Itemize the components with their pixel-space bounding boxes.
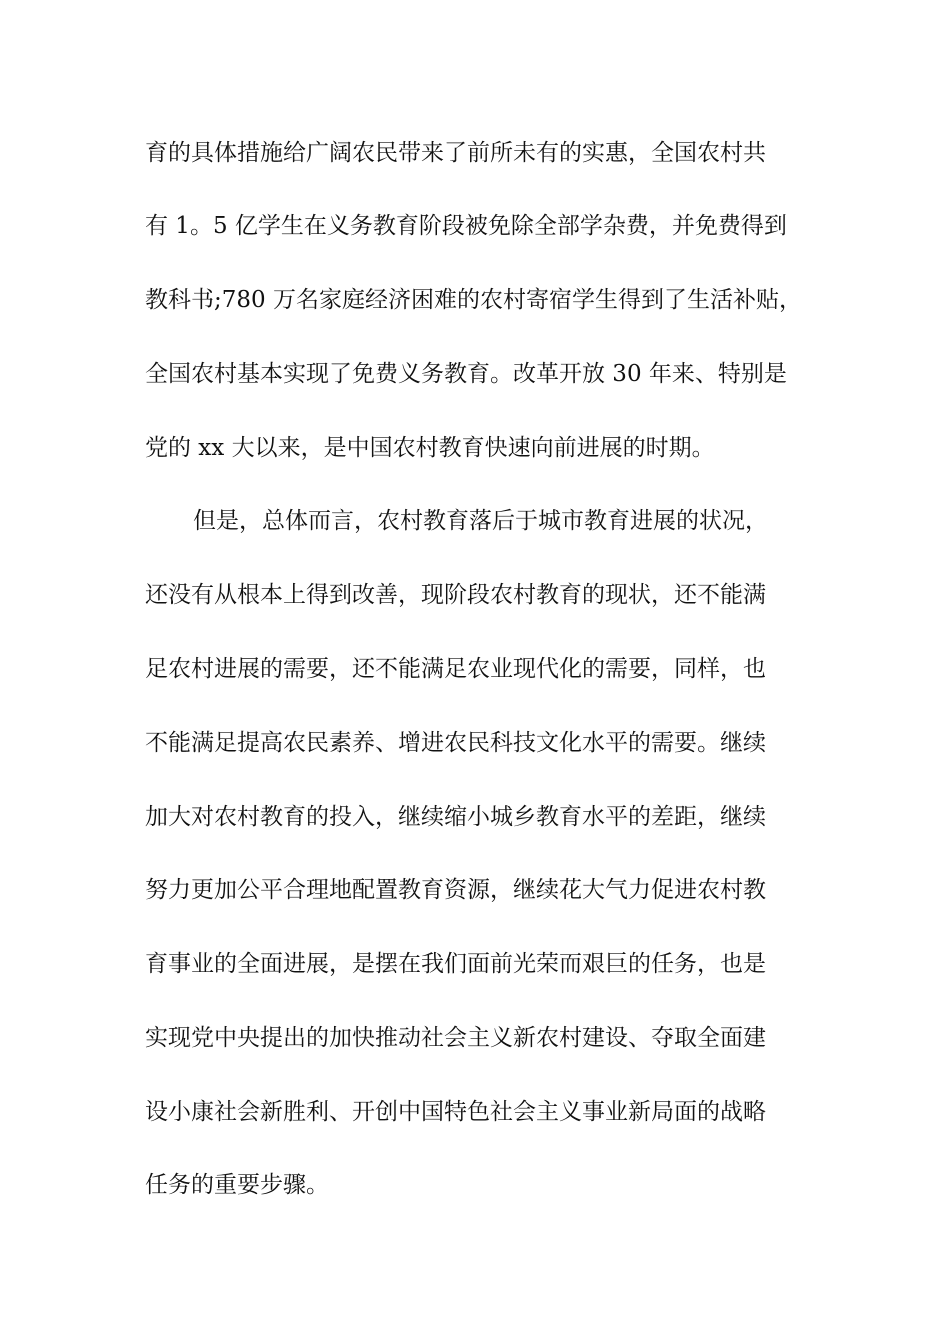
paragraph-line: 足农村进展的需要，还不能满足农业现代化的需要，同样，也 <box>145 656 766 682</box>
paragraph-line: 还没有从根本上得到改善，现阶段农村教育的现状，还不能满 <box>145 582 766 608</box>
paragraph-line: 全国农村基本实现了免费义务教育。改革开放 30 年来、特别是 <box>145 361 787 387</box>
paragraph-line: 党的 xx 大以来，是中国农村教育快速向前进展的时期。 <box>145 435 715 461</box>
paragraph-line: 实现党中央提出的加快推动社会主义新农村建设、夺取全面建 <box>145 1025 766 1051</box>
paragraph-line: 育的具体措施给广阔农民带来了前所未有的实惠，全国农村共 <box>145 140 766 166</box>
paragraph-line: 设小康社会新胜利、开创中国特色社会主义事业新局面的战略 <box>145 1099 766 1125</box>
paragraph-line: 加大对农村教育的投入，继续缩小城乡教育水平的差距，继续 <box>145 804 766 830</box>
paragraph-line: 有 1。5 亿学生在义务教育阶段被免除全部学杂费，并免费得到 <box>145 213 787 239</box>
paragraph-first-line: 但是，总体而言，农村教育落后于城市教育进展的状况， <box>193 508 768 534</box>
paragraph-line: 任务的重要步骤。 <box>145 1172 329 1198</box>
paragraph-line: 育事业的全面进展，是摆在我们面前光荣而艰巨的任务，也是 <box>145 951 766 977</box>
paragraph-line: 不能满足提高农民素养、增进农民科技文化水平的需要。继续 <box>145 730 766 756</box>
paragraph-line: 努力更加公平合理地配置教育资源，继续花大气力促进农村教 <box>145 877 766 903</box>
paragraph-line: 教科书;780 万名家庭经济困难的农村寄宿学生得到了生活补贴， <box>145 287 802 313</box>
